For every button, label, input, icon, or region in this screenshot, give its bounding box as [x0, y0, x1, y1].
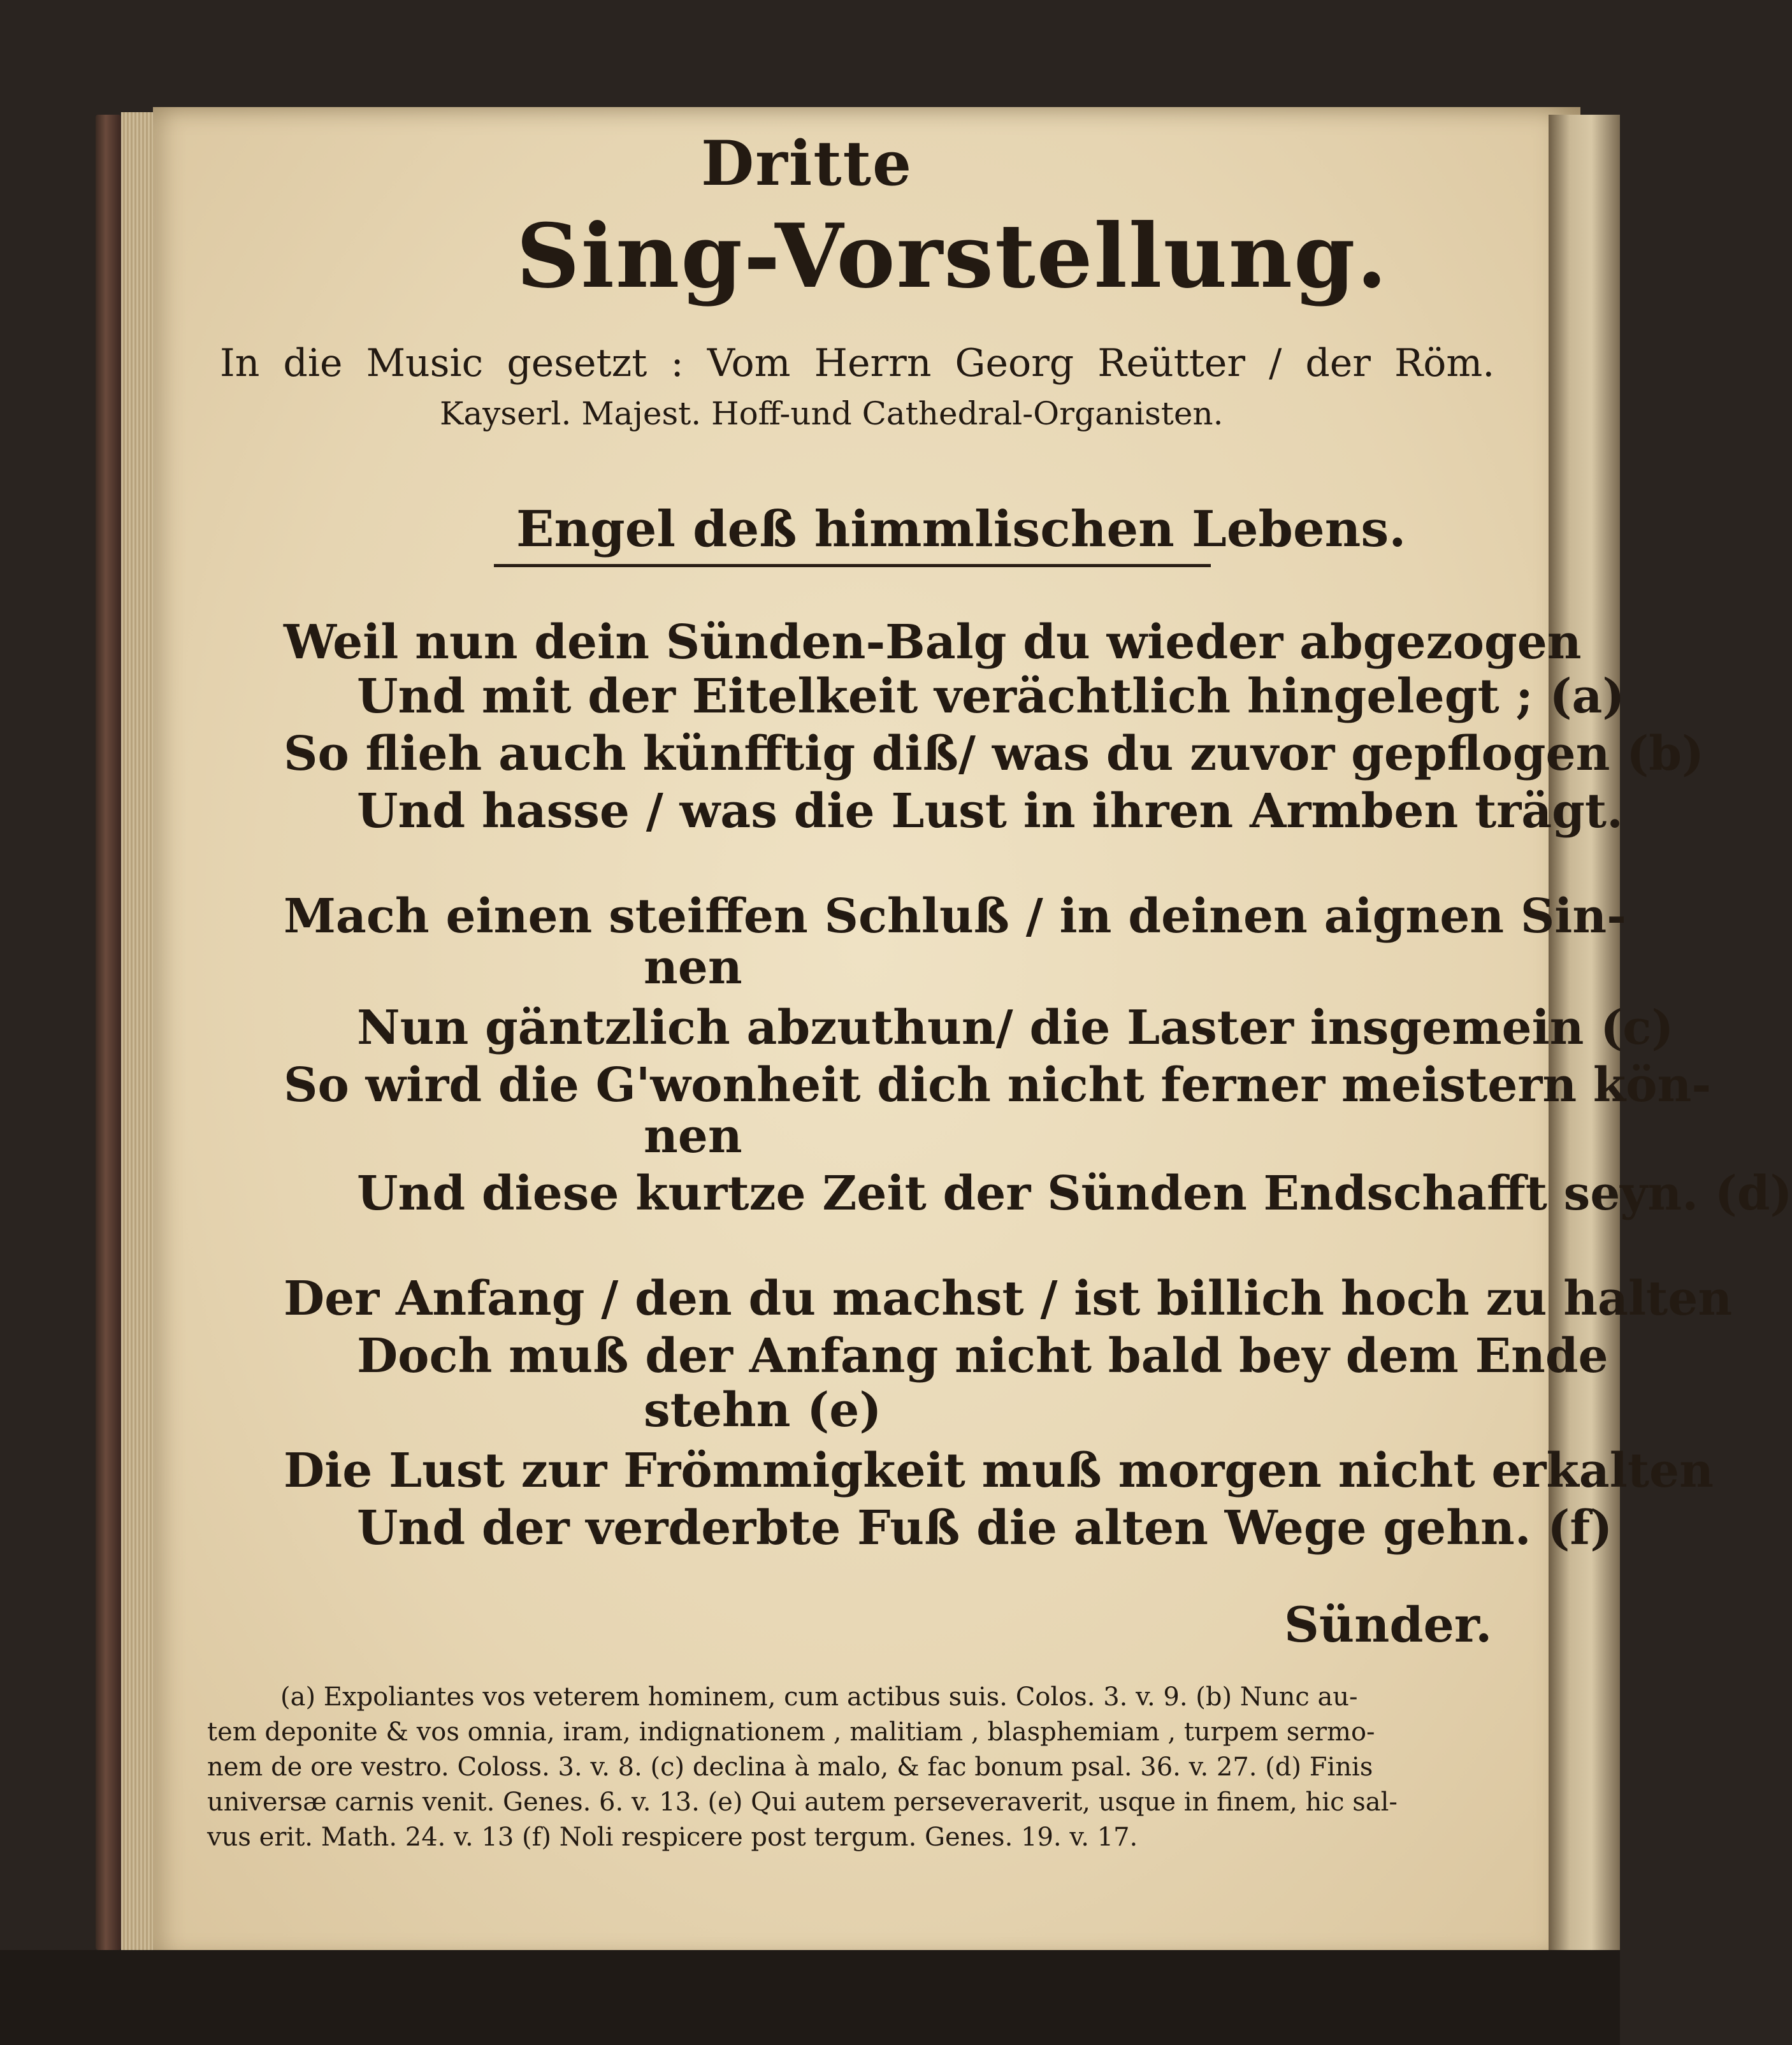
scan-background: [0, 1950, 1620, 2045]
footnote-line: nem de ore vestro. Coloss. 3. v. 8. (c) declina à malo, & fac bonum psal. 36. v. 27. (d) Finis: [207, 1752, 1373, 1782]
next-speaker: Sünder.: [1284, 1596, 1492, 1653]
verse-line: nen: [644, 1109, 742, 1164]
speaker-heading: Engel deß himmlischen Lebens.: [516, 500, 1406, 558]
verse-line: stehn (e): [644, 1383, 882, 1438]
footnote-line: universæ carnis venit. Genes. 6. v. 13. (e) Qui autem perseveraverit, usque in finem, hic sal-: [207, 1788, 1398, 1817]
verse-line: Und der verderbte Fuß die alten Wege gehn. (f): [357, 1501, 1613, 1556]
verse-line: Und diese kurtze Zeit der Sünden Endschafft seyn. (d): [357, 1166, 1792, 1221]
footnote-line: vus erit. Math. 24. v. 13 (f) Noli respicere post tergum. Genes. 19. v. 17.: [207, 1823, 1138, 1852]
footnote-line: tem deponite & vos omnia, iram, indignationem , malitiam , blasphemiam , turpem sermo-: [207, 1717, 1375, 1747]
verse-line: Und mit der Eitelkeit verächtlich hingelegt ; (a): [357, 669, 1625, 724]
verse-line: Weil nun dein Sünden-Balg du wieder abgezogen: [284, 615, 1582, 670]
verse-line: Der Anfang / den du machst / ist billich hoch zu halten: [284, 1271, 1733, 1326]
footnote-line: (a) Expoliantes vos veterem hominem, cum actibus suis. Colos. 3. v. 9. (b) Nunc au-: [280, 1682, 1358, 1712]
verse-line: Mach einen steiffen Schluß / in deinen aignen Sin-: [284, 889, 1626, 944]
verse-line: Und hasse / was die Lust in ihren Armben trägt.: [357, 784, 1623, 839]
verse-line: Doch muß der Anfang nicht bald bey dem Ende: [357, 1329, 1608, 1384]
heading-line-2: Sing-Vorstellung.: [516, 204, 1389, 308]
heading-line-1: Dritte: [701, 127, 913, 199]
speaker-underline: [494, 564, 1211, 567]
composer-line-2: Kayserl. Majest. Hoff-und Cathedral-Organisten.: [440, 395, 1224, 432]
verse-line: nen: [644, 940, 742, 995]
verse-line: Nun gäntzlich abzuthun/ die Laster insgemein (c): [357, 1001, 1674, 1055]
verse-line: So wird die G'wonheit dich nicht ferner meistern kön-: [284, 1058, 1712, 1113]
verse-line: Die Lust zur Frömmigkeit muß morgen nicht erkalten: [284, 1443, 1714, 1498]
book-cover-edge: [96, 115, 121, 1950]
verse-line: So flieh auch künfftig diß/ was du zuvor gepflogen (b): [284, 726, 1704, 781]
composer-line-1: In die Music gesetzt : Vom Herrn Georg Reütter / der Röm.: [220, 341, 1495, 386]
